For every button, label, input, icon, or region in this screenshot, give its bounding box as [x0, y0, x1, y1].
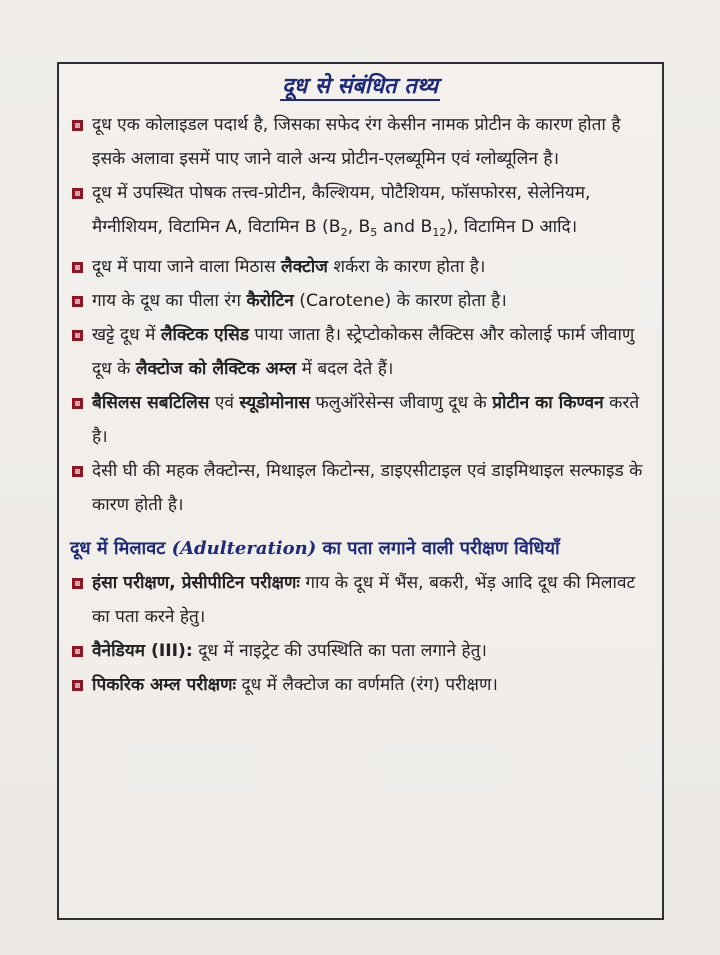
fact-item [70, 176, 653, 250]
test-description: दूध में लैक्टोज का वर्णमति (रंग) परीक्षण। [236, 675, 498, 695]
fact-text: दूध एक कोलाइडल पदार्थ है, जिसका सफेद रंग केसीन नामक प्रोटीन के कारण होता है इसके अलावा इसमें पाए जाने वाले अन्य प्रोटीन-एलब्यूमिन एवं ग्लोब्यूलिन है। [92, 115, 621, 169]
test-description: गाय के दूध में भैंस, बकरी, भेंड़ आदि दूध की मिलावट का पता करने हेतु। [92, 573, 636, 627]
keyword: स्यूडोमोनास [239, 393, 311, 413]
square-bullet-icon [72, 188, 83, 199]
square-bullet-icon [72, 578, 83, 589]
keyword: लैक्टोज [281, 257, 328, 277]
fact-text-part: दूध में उपस्थित पोषक तत्त्व-प्रोटीन, कैल्शियम, पोटैशियम, फॉसफोरस, सेलेनियम, मैग्नीशियम, विटामिन A, विटामिन B (B [92, 183, 591, 237]
fact-text-part: गाय के दूध का पीला रंग [92, 291, 247, 311]
fact-text-part: एवं [209, 393, 240, 413]
fact-text [92, 250, 653, 284]
fact-text: देसी घी की महक लैक्टोन्स, मिथाइल किटोन्स, डाइएसीटाइल एवं डाइमिथाइल सल्फाइड के कारण होती है। [92, 461, 643, 515]
fact-text-part: शर्करा के कारण होता है। [327, 257, 486, 277]
fact-text-part: फलुऑरेसेन्स जीवाणु दूध के [310, 393, 493, 413]
fact-text-part: में बदल देते हैं। [296, 359, 394, 379]
square-bullet-icon [72, 466, 83, 477]
test-name: पिकरिक अम्ल परीक्षणः [92, 675, 236, 695]
page-title-text: दूध से संबंधित तथ्य [281, 73, 439, 99]
keyword: प्रोटीन का किण्वन [492, 393, 604, 413]
fact-item [70, 108, 653, 176]
fact-text-part: , B [347, 217, 371, 237]
keyword: कैरोटिन [246, 291, 294, 311]
test-text [92, 566, 653, 634]
fact-text [92, 284, 653, 318]
section-heading-part: दूध में मिलावट [70, 538, 172, 559]
test-text [92, 668, 653, 702]
subscript: 5 [370, 226, 378, 239]
test-name: वैनेडियम (III): [92, 641, 193, 661]
keyword: बैसिलस सबटिलिस [92, 393, 210, 413]
fact-text-part: खट्टे दूध में [92, 325, 161, 345]
square-bullet-icon [72, 120, 83, 131]
section-heading-english: (Adulteration) [171, 538, 317, 559]
fact-text-part: (Carotene) के कारण होता है। [293, 291, 507, 311]
keyword: लैक्टिक एसिड [160, 325, 249, 345]
test-name: हंसा परीक्षण, प्रेसीपीटिन परीक्षणः [92, 573, 300, 593]
fact-text-part: करते है। [92, 393, 640, 447]
test-description: दूध में नाइट्रेट की उपस्थिति का पता लगाने हेतु। [192, 641, 487, 661]
page-title [0, 70, 720, 100]
fact-text-part: दूध में पाया जाने वाला मिठास [92, 257, 282, 277]
keyword: लैक्टोज को लैक्टिक अम्ल [135, 359, 297, 379]
square-bullet-icon [72, 296, 83, 307]
fact-item [70, 386, 653, 454]
fact-text [92, 176, 653, 250]
square-bullet-icon [72, 398, 83, 409]
subscript: 12 [432, 226, 447, 239]
fact-item [70, 250, 653, 284]
fact-text [92, 386, 653, 454]
fact-text-part: ), विटामिन D आदि। [446, 217, 578, 237]
test-text [92, 634, 653, 668]
section-heading-part: का पता लगाने वाली परीक्षण विधियाँ [316, 538, 560, 559]
section-heading [70, 532, 653, 566]
test-item [70, 566, 653, 634]
test-item [70, 668, 653, 702]
square-bullet-icon [72, 680, 83, 691]
fact-text-part: and B [377, 217, 433, 237]
fact-text-part: पाया जाता है। स्ट्रेप्टोकोकस लैक्टिस और कोलाई फार्म जीवाणु दूध के [92, 325, 635, 379]
square-bullet-icon [72, 646, 83, 657]
square-bullet-icon [72, 330, 83, 341]
test-item [70, 634, 653, 668]
fact-text [92, 318, 653, 386]
square-bullet-icon [72, 262, 83, 273]
subscript: 2 [340, 226, 348, 239]
fact-item [70, 318, 653, 386]
facts-content [70, 108, 653, 702]
fact-item [70, 454, 653, 522]
fact-item [70, 284, 653, 318]
